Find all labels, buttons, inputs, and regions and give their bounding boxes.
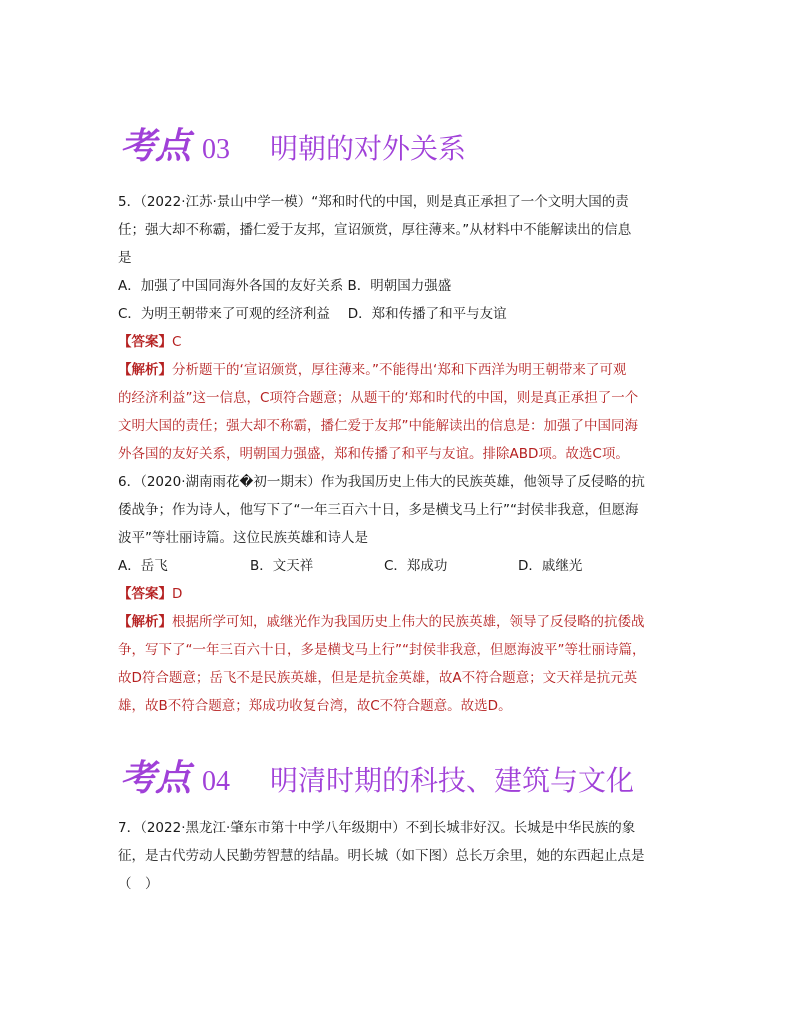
- q6-analysis-line-4: 雄，故B不符合题意；郑成功收复台湾，故C不符合题意。故选D。: [118, 698, 512, 714]
- analysis-label: 【解析】: [118, 614, 172, 630]
- q5-stem-line-1: 5．（2022·江苏·景山中学一模）“郑和时代的中国，则是真正承担了一个文明大国的责: [118, 194, 629, 210]
- q5-options-line-1: A．加强了中国同海外各国的友好关系 B．明朝国力强盛: [118, 278, 452, 294]
- q6-stem-line-1: 6．（2020·湖南雨花�初一期末）作为我国历史上伟大的民族英雄，他领导了反侵略的抗: [118, 474, 645, 490]
- section-header-03: [120, 118, 466, 169]
- analysis-text: 根据所学可知，戚继光作为我国历史上伟大的民族英雄，领导了反侵略的抗倭战: [172, 614, 645, 630]
- section-number: 04: [202, 766, 231, 797]
- q5-stem-line-2: 任；强大却不称霸，播仁爱于友邦，宣诏颁赏，厚往薄来。”从材料中不能解读出的信息: [118, 222, 632, 238]
- q5-analysis-line-1: [118, 360, 626, 380]
- q6-analysis-line-2: 争，写下了“一年三百六十日，多是横戈马上行”“封侯非我意，但愿海波平”等壮丽诗篇，: [118, 642, 646, 658]
- q6-option-a: A．岳飞: [118, 558, 168, 574]
- q7-stem-line-2: 征，是古代劳动人民勤劳智慧的结晶。明长城（如下图）总长万余里，她的东西起止点是: [118, 848, 645, 864]
- section-title: 明朝的对外关系: [270, 132, 467, 165]
- q6-analysis-line-3: 故D符合题意；岳飞不是民族英雄，但是是抗金英雄，故A不符合题意；文天祥是抗元英: [118, 670, 638, 686]
- q5-analysis-line-2: 的经济利益”这一信息，C项符合题意；从题干的‘郑和时代的中国，则是真正承担了一个: [118, 390, 639, 406]
- answer-label: 【答案】: [118, 334, 172, 350]
- q6-option-c: C．郑成功: [384, 558, 448, 574]
- q6-stem-line-3: 波平”等壮丽诗篇。这位民族英雄和诗人是: [118, 530, 368, 546]
- analysis-text: 分析题干的‘宣诏颁赏，厚往薄来。”不能得出‘郑和下西洋为明王朝带来了可观: [172, 362, 627, 378]
- q6-answer: [118, 584, 182, 604]
- q7-stem-line-1: 7．（2022·黑龙江·肇东市第十中学八年级期中）不到长城非好汉。长城是中华民族的象: [118, 820, 636, 836]
- q5-analysis-line-3: 文明大国的责任；强大却不称霸，播仁爱于友邦”中能解读出的信息是：加强了中国同海: [118, 418, 638, 434]
- section-header-04: [120, 750, 634, 801]
- q6-option-b: B．文天祥: [250, 558, 314, 574]
- q6-analysis-line-1: [118, 612, 645, 632]
- q5-options-line-2: C．为明王朝带来了可观的经济利益 D．郑和传播了和平与友谊: [118, 306, 507, 322]
- answer-value: D: [172, 586, 183, 602]
- analysis-label: 【解析】: [118, 362, 172, 378]
- q7-stem-line-3: （ ）: [118, 876, 159, 892]
- section-title: 明清时期的科技、建筑与文化: [270, 764, 635, 797]
- answer-label: 【答案】: [118, 586, 172, 602]
- q6-option-d: D．戚继光: [518, 558, 583, 574]
- q5-stem-line-3: 是: [118, 250, 132, 266]
- q6-options: [118, 556, 582, 576]
- q5-analysis-line-4: 外各国的友好关系，明朝国力强盛，郑和传播了和平与友谊。排除ABD项。故选C项。: [118, 446, 629, 462]
- q6-stem-line-2: 倭战争；作为诗人，他写下了“一年三百六十日，多是横戈马上行”“封侯非我意，但愿海: [118, 502, 639, 518]
- section-number: 03: [202, 134, 231, 165]
- answer-value: C: [172, 334, 182, 350]
- section-tag: 考点: [120, 126, 191, 167]
- section-tag: 考点: [120, 758, 191, 799]
- q5-answer: [118, 332, 181, 352]
